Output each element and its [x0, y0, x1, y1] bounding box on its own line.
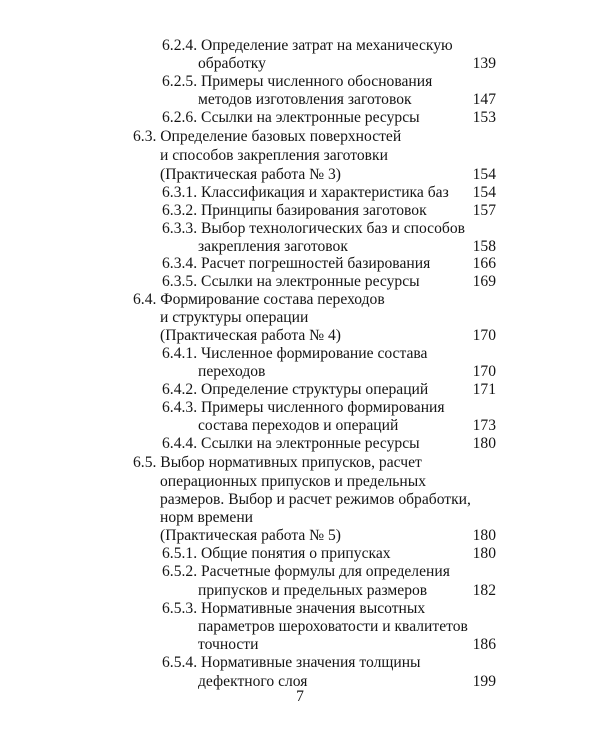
toc-entry-text: 6.3.3. Выбор технологических баз и способов: [162, 220, 465, 237]
toc-entry-page-number: 157: [472, 202, 496, 219]
toc-entry-text: 6.3.1. Классификация и характеристика баз: [162, 184, 449, 201]
page-number: 7: [296, 688, 304, 705]
toc-entry-text: 6.2.5. Примеры численного обоснования: [162, 73, 433, 90]
toc-entry-text: 6.4.2. Определение структуры операций: [162, 381, 429, 398]
toc-entry-text: 6.2.4. Определение затрат на механическую: [162, 37, 453, 54]
toc-entry-page-number: 166: [472, 255, 496, 272]
toc-entry-text: и способов закрепления заготовки: [160, 147, 388, 164]
toc-entry-text: 6.3. Определение базовых поверхностей: [133, 128, 402, 145]
toc-entry-text: норм времени: [160, 509, 254, 526]
toc-entry-page-number: 170: [472, 327, 496, 344]
toc-entry-page-number: 180: [472, 527, 496, 544]
toc-entry-text: дефектного слоя: [198, 673, 308, 690]
toc-entry-page-number: 186: [472, 636, 496, 653]
toc-entry-page-number: 170: [472, 363, 496, 380]
toc-entry-page-number: 154: [472, 166, 496, 183]
toc-entry-text: точности: [198, 636, 259, 653]
toc-entry-page-number: 182: [472, 582, 496, 599]
toc-entry-page-number: 158: [472, 238, 496, 255]
toc-entry-page-number: 171: [472, 381, 496, 398]
toc-entry-text: 6.5.4. Нормативные значения толщины: [162, 654, 421, 671]
toc-entry-text: 6.5.3. Нормативные значения высотных: [162, 600, 426, 617]
toc-entry-text: 6.3.4. Расчет погрешностей базирования: [162, 255, 431, 272]
toc-entry-text: 6.3.5. Ссылки на электронные ресурсы: [162, 273, 420, 290]
toc-entry-text: 6.4.3. Примеры численного формирования: [162, 399, 445, 416]
toc-entry-text: 6.5.1. Общие понятия о припусках: [162, 545, 391, 562]
toc-entry-text: переходов: [198, 363, 266, 380]
toc-entry-text: 6.2.6. Ссылки на электронные ресурсы: [162, 109, 420, 126]
toc-entry-page-number: 180: [472, 545, 496, 562]
toc-entry-text: 6.4.4. Ссылки на электронные ресурсы: [162, 435, 420, 452]
toc-entry-text: состава переходов и операций: [198, 417, 399, 434]
toc-entry-text: 6.4.1. Численное формирование состава: [162, 345, 428, 362]
toc-entry-text: и структуры операции: [160, 309, 309, 326]
toc-entry-page-number: 173: [472, 417, 496, 434]
toc-entry-text: 6.5. Выбор нормативных припусков, расчет: [133, 454, 422, 471]
toc-entry-page-number: 169: [472, 273, 496, 290]
toc-entry-page-number: 199: [472, 673, 496, 690]
toc-entry-text: размеров. Выбор и расчет режимов обработки,: [160, 491, 471, 508]
toc-entry-text: параметров шероховатости и квалитетов: [198, 618, 468, 635]
toc-entry-text: 6.3.2. Принципы базирования заготовок: [162, 202, 427, 219]
toc-entry-text: обработку: [198, 55, 266, 72]
toc-entry-text: (Практическая работа № 5): [160, 527, 341, 544]
toc-entry-text: (Практическая работа № 3): [160, 166, 341, 183]
toc-entry-page-number: 147: [472, 91, 496, 108]
toc-entry-text: методов изготовления заготовок: [198, 91, 412, 108]
toc-entry-page-number: 180: [472, 435, 496, 452]
toc-entry-page-number: 153: [472, 109, 496, 126]
toc-entry-text: 6.4. Формирование состава переходов: [133, 291, 385, 308]
toc-entry-page-number: 139: [472, 55, 496, 72]
toc-entry-text: припусков и предельных размеров: [198, 582, 428, 599]
toc-entry-text: операционных припусков и предельных: [160, 473, 426, 490]
toc-entry-text: (Практическая работа № 4): [160, 327, 341, 344]
toc-entry-page-number: 154: [472, 184, 496, 201]
toc-entry-text: 6.5.2. Расчетные формулы для определения: [162, 563, 450, 580]
toc-entry-text: закрепления заготовок: [198, 238, 348, 255]
